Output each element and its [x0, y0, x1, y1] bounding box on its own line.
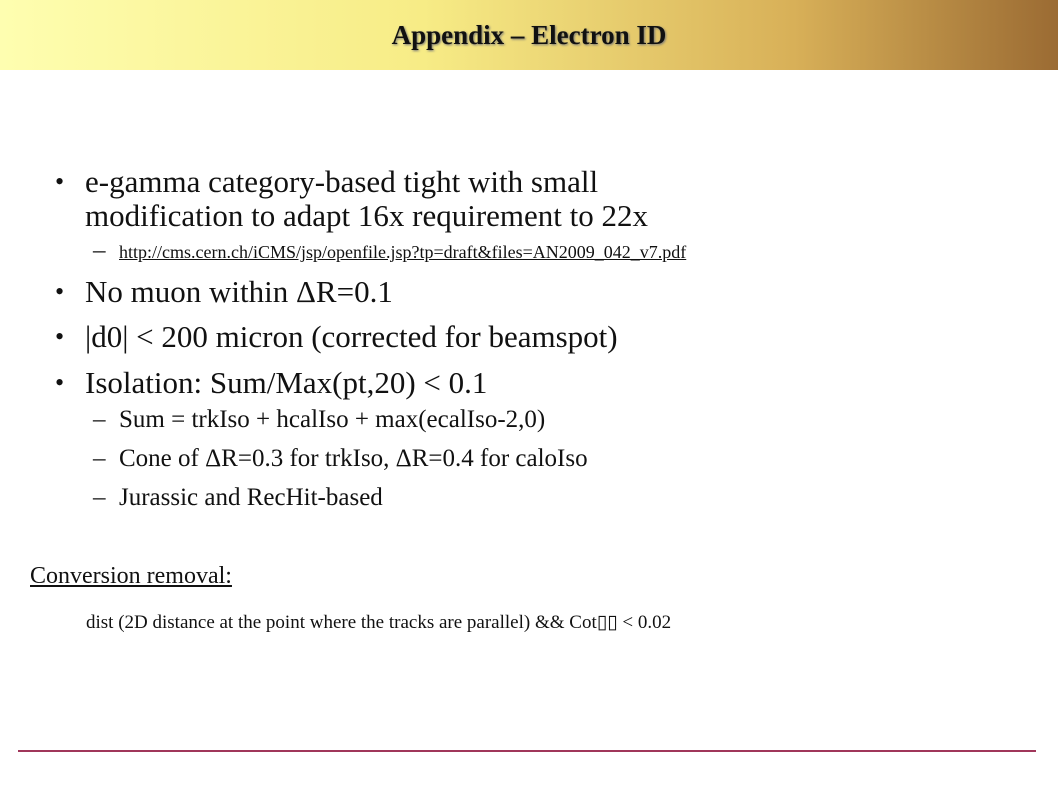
bullet-marker: •	[55, 368, 65, 397]
bullet-text: |d0| < 200 micron (corrected for beamspot)	[85, 319, 618, 354]
sub-bullet-marker: –	[93, 237, 106, 264]
an-note-link[interactable]: http://cms.cern.ch/iCMS/jsp/openfile.jsp?tp=draft&files=AN2009_042_v7.pdf	[119, 242, 687, 262]
bullet-marker: •	[55, 322, 65, 351]
bullet-marker: •	[55, 167, 65, 196]
sub-bullet-text	[119, 237, 686, 266]
footer-divider	[18, 750, 1036, 752]
sub-bullet-text: Sum = trkIso + hcalIso + max(ecalIso-2,0)	[119, 406, 546, 433]
conversion-removal-text: dist (2D distance at the point where the tracks are parallel) && Cot▯▯ < 0.02	[86, 612, 672, 633]
sub-bullet-marker: –	[93, 484, 106, 511]
bullet-text: Isolation: Sum/Max(pt,20) < 0.1	[85, 365, 488, 400]
sub-bullet-marker: –	[93, 445, 106, 472]
sub-bullet-text: Cone of ΔR=0.3 for trkIso, ΔR=0.4 for caloIso	[119, 445, 588, 472]
conversion-removal-label: Conversion removal:	[30, 563, 232, 589]
slide-title: Appendix – Electron ID	[391, 20, 667, 50]
bullet-text: No muon within ΔR=0.1	[85, 274, 393, 309]
sub-bullet-text: Jurassic and RecHit-based	[119, 484, 383, 511]
bullet-text: modification to adapt 16x requirement to 22x	[85, 198, 649, 233]
bullet-marker: •	[55, 277, 65, 306]
sub-bullet-marker: –	[93, 406, 106, 433]
bullet-text: e-gamma category-based tight with small	[85, 164, 599, 199]
